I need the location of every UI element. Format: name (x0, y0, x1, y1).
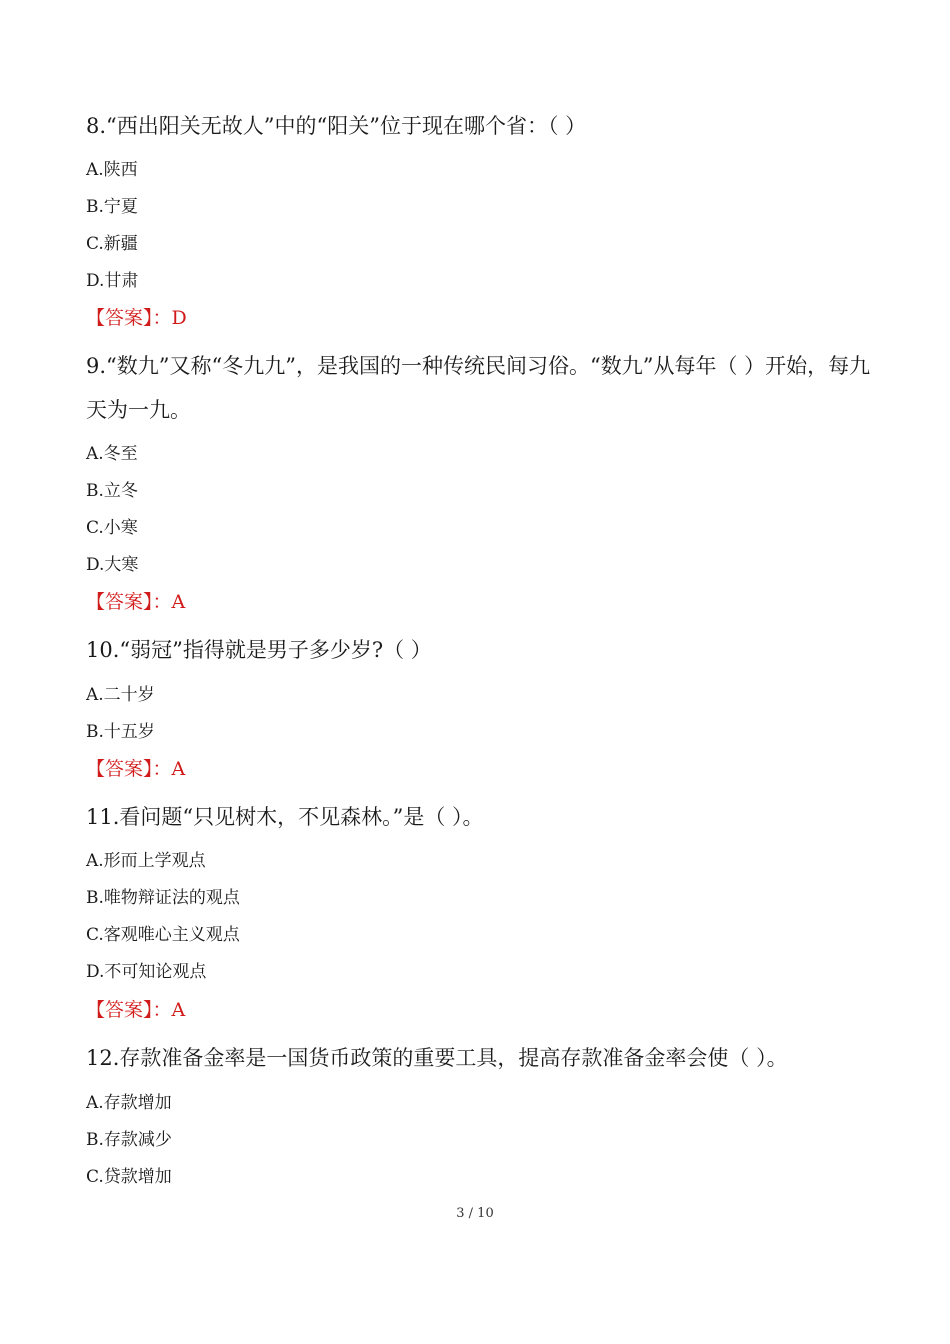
option-b: B.立冬 (86, 481, 138, 501)
question-stem: 12.存款准备金率是一国货币政策的重要工具，提高存款准备金率会使（ ）。 (86, 1046, 788, 1070)
option-a: A.二十岁 (86, 685, 155, 705)
page-number: 3 / 10 (456, 1206, 494, 1221)
option-c: C.小寒 (86, 518, 138, 538)
answer-label: 【答案】：A (86, 999, 186, 1021)
option-c: C.贷款增加 (86, 1167, 172, 1187)
option-b: B.十五岁 (86, 722, 155, 742)
answer-label: 【答案】：A (86, 591, 186, 613)
question-stem: 8.“西出阳关无故人”中的“阳关”位于现在哪个省：（ ） (86, 114, 587, 138)
question-stem: 9.“数九”又称“冬九九”，是我国的一种传统民间习俗。“数九”从每年（ ）开始，每九天为一九。 (86, 354, 871, 422)
question-stem: 10.“弱冠”指得就是男子多少岁?（ ） (86, 638, 432, 662)
option-d: D.大寒 (86, 555, 139, 575)
option-b: B.宁夏 (86, 197, 138, 217)
option-b: B.存款减少 (86, 1130, 172, 1150)
option-a: A.形而上学观点 (86, 851, 206, 871)
option-d: D.甘肃 (86, 271, 139, 291)
option-b: B.唯物辩证法的观点 (86, 888, 240, 908)
option-c: C.新疆 (86, 234, 138, 254)
answer-label: 【答案】：A (86, 758, 186, 780)
question-stem: 11.看问题“只见树木，不见森林。”是（ ）。 (86, 805, 484, 829)
option-a: A.存款增加 (86, 1093, 172, 1113)
option-d: D.不可知论观点 (86, 962, 207, 982)
option-a: A.陕西 (86, 160, 138, 180)
option-c: C.客观唯心主义观点 (86, 925, 240, 945)
option-a: A.冬至 (86, 444, 138, 464)
answer-label: 【答案】：D (86, 307, 187, 329)
